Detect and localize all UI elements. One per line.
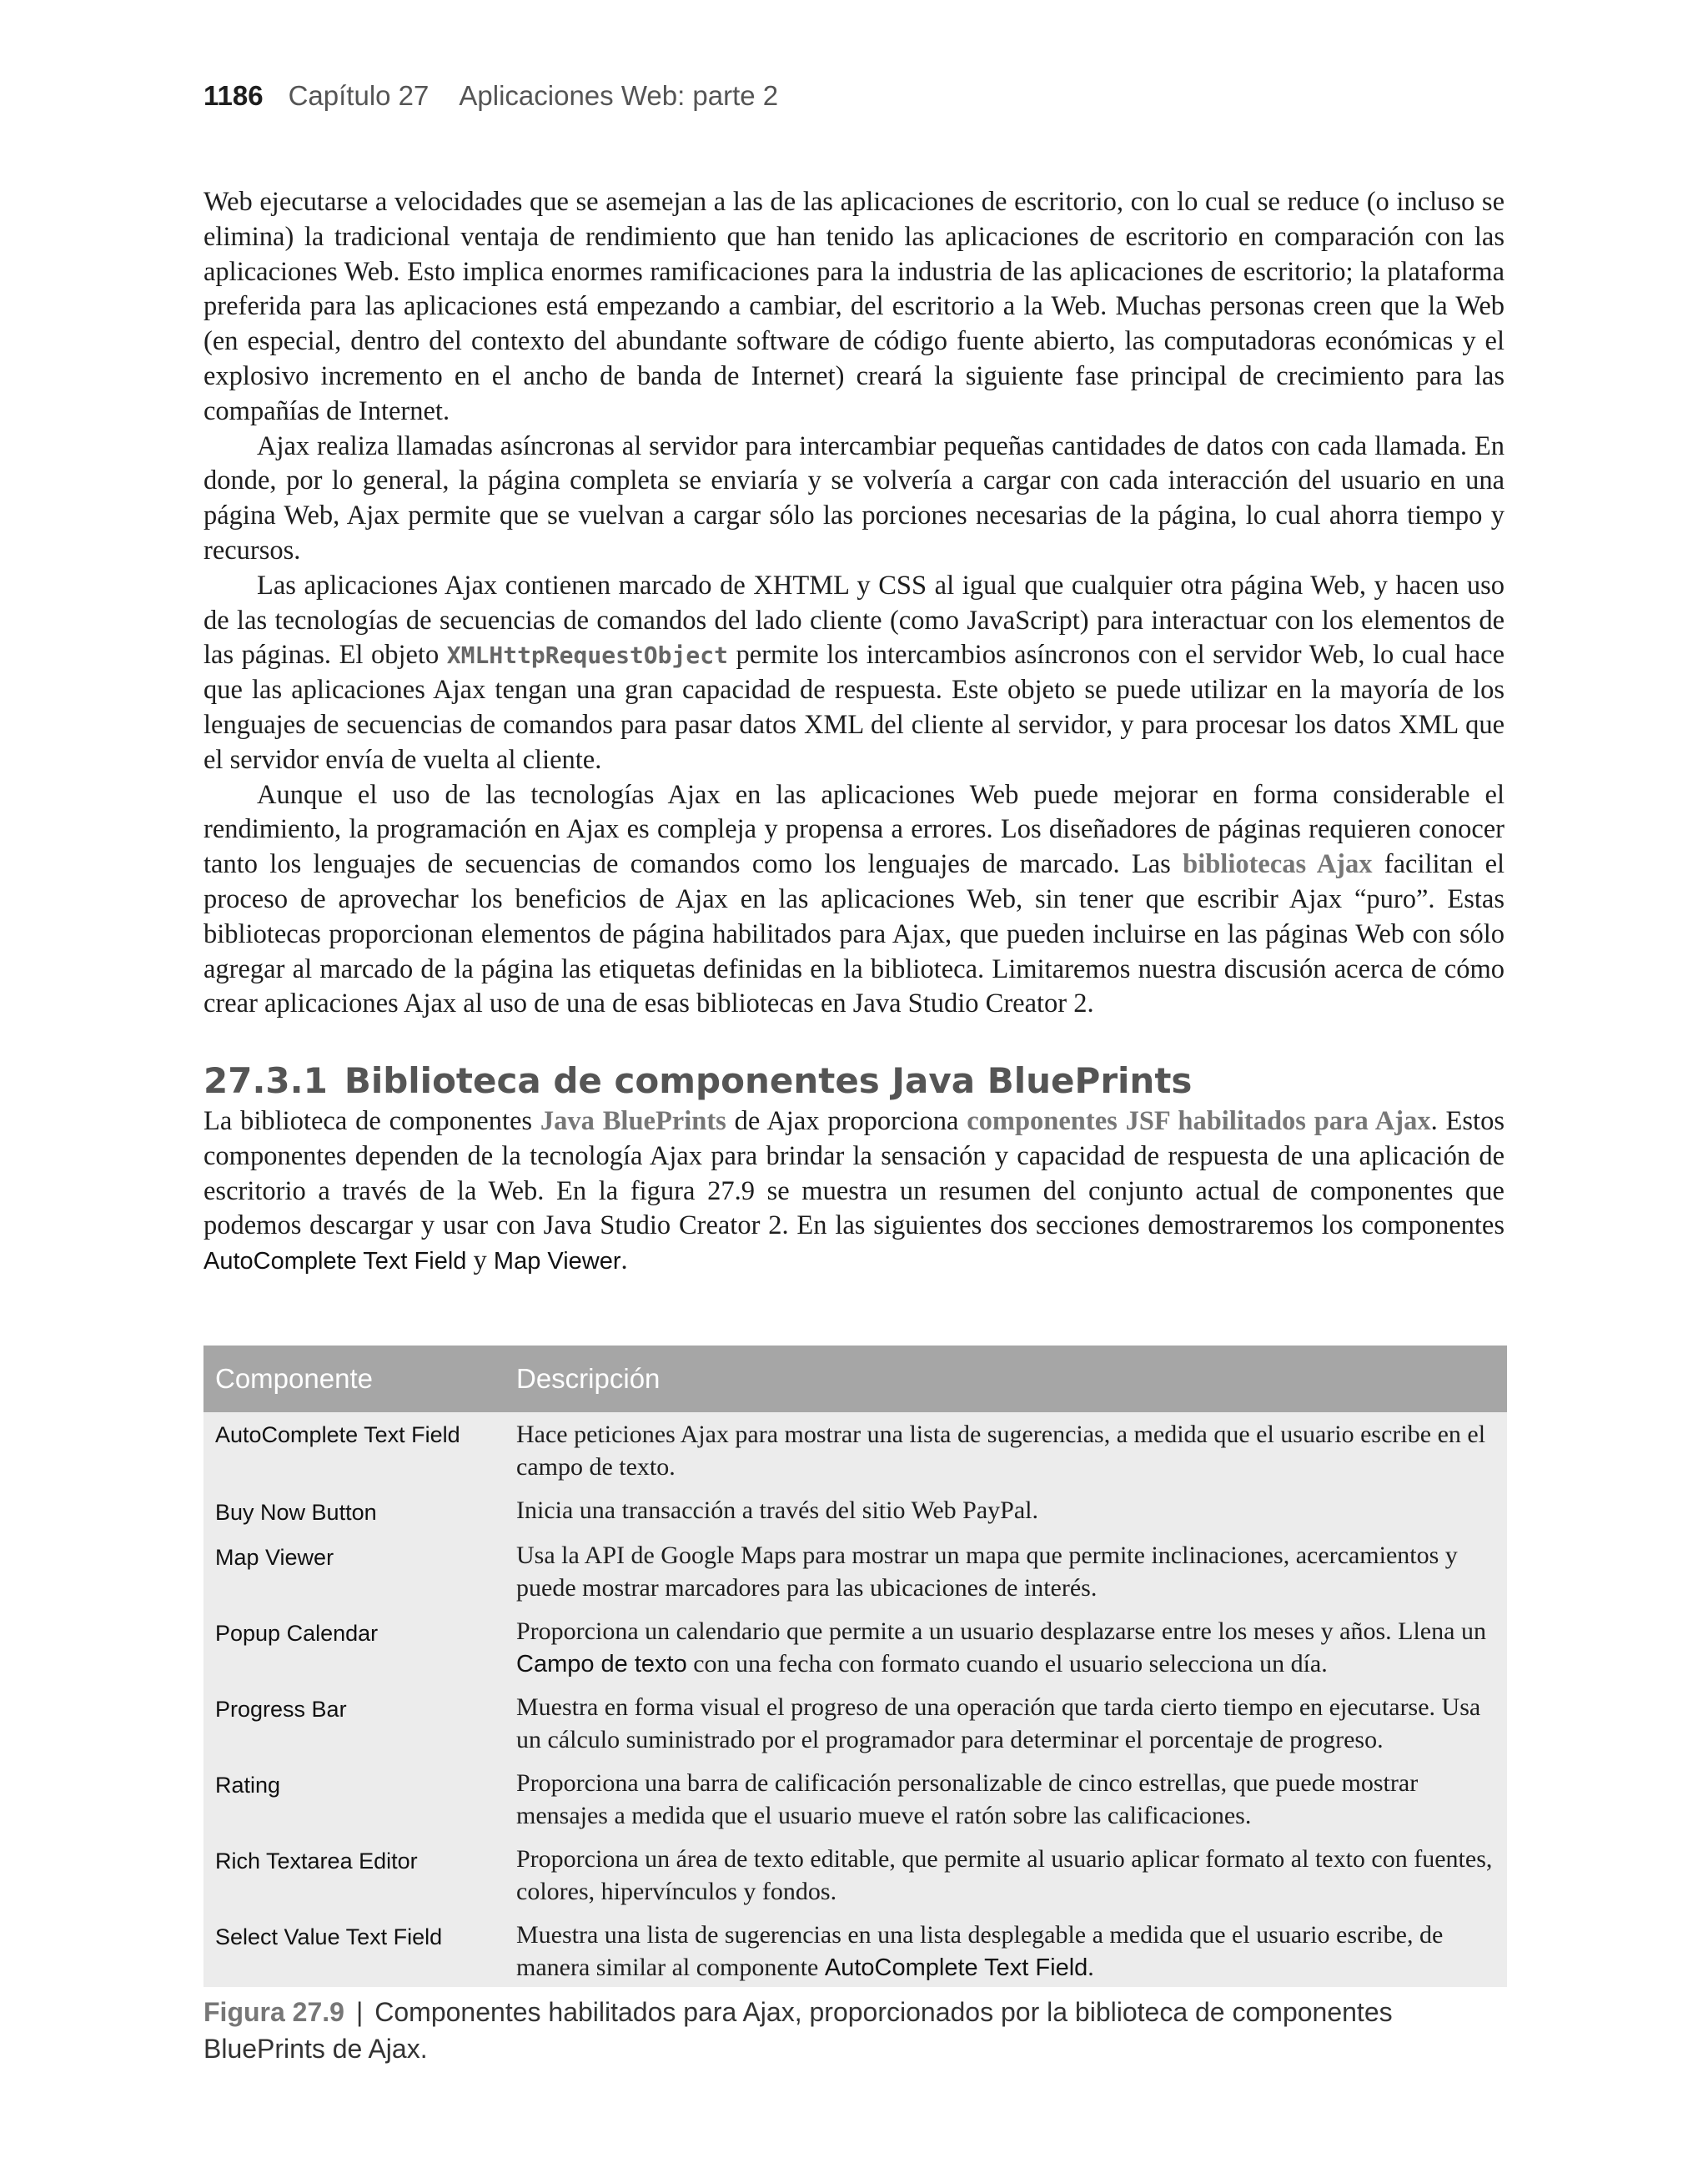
term-java-blueprints: Java BluePrints [540,1106,726,1136]
component-name: Rich Textarea Editor [215,1849,418,1874]
component-name: AutoComplete Text Field [215,1422,460,1447]
paragraph-4 [203,778,1505,1023]
description-text: Muestra en forma visual el progreso de una operación que tarda cierto tiempo en ejecutarse. Usa un cálculo suministrado por el programador para determinar el porcentaje de progreso. [516,1693,1481,1753]
paragraph-3 [203,569,1505,778]
component-description [506,1616,1507,1692]
paragraph-2: Ajax realiza llamadas asíncronas al servidor para intercambiar pequeñas cantidades de datos con cada llamada. En donde, por lo general, la página completa se enviaría y se volvería a cargar con cada interacción del usuario en una página Web, Ajax permite que se vuelvan a cargar sólo las porciones necesarias de la página, lo cual ahorra tiempo y recursos. [203,430,1505,566]
body-text [203,185,1505,1022]
component-name: Map Viewer [215,1545,334,1570]
components-table [203,1346,1507,1987]
table-row [203,1768,1507,1844]
component-name: Popup Calendar [215,1621,379,1646]
component-description [506,1540,1507,1616]
table-row [203,1692,1507,1768]
section-paragraph [203,1104,1505,1280]
paragraph-1: Web ejecutarse a velocidades que se asemejan a las de las aplicaciones de escritorio, con lo cual se reduce (o incluso se elimina) la tradicional ventaja de rendimiento que han tenido las aplicaciones de escritorio en comparación con las aplicaciones Web. Esto implica enormes ramificaciones para la industria de las aplicaciones de escritorio; la plataforma preferida para las aplicaciones está empezando a cambiar, del escritorio a la Web. Muchas personas creen que la Web (en especial, dentro del contexto del abundante software de código fuente abierto, las computadoras económicas y el explosivo incremento en el ancho de banda de Internet) creará la siguiente fase principal de crecimiento para las compañías de Internet. [203,187,1505,426]
description-text: Hace peticiones Ajax para mostrar una lista de sugerencias, a medida que el usuario escribe en el campo de texto. [516,1421,1486,1481]
section-text-c: . Estos componentes dependen de la tecnología Ajax para brindar la sensación y capacidad de respuesta de una aplicación de escritorio a través de la Web. En la figura 27.9 se muestra un resumen del conjunto actual de componentes que podemos descargar y usar con Java Studio Creator 2. En las siguientes dos secciones demostraremos los componentes [203,1106,1505,1241]
section-text-d: y [466,1245,494,1276]
section-number: 27.3.1 [203,1060,328,1101]
paragraph-3-text-a: Las aplicaciones Ajax contienen marcado de XHTML y CSS al igual que cualquier otra página Web, y hacen uso de las tecnologías de secuencias de comandos del lado cliente (como JavaScript) para interactuar con los elementos de las páginas. El objeto [203,570,1505,671]
description-ui-name: AutoComplete Text Field [824,1954,1088,1981]
section-text-b: de Ajax proporciona [726,1106,967,1136]
table-row [203,1616,1507,1692]
description-text: Proporciona un calendario que permite a un usuario desplazarse entre los meses y años. Llena un [516,1617,1486,1645]
figure-label: Figura 27.9 [203,1997,344,2027]
component-name: Progress Bar [215,1697,347,1722]
description-ui-name: Campo de texto [516,1650,687,1678]
caption-separator: | [355,1997,364,2027]
description-text: Usa la API de Google Maps para mostrar un mapa que permite inclinaciones, acercamientos y puede mostrar marcadores para las ubicaciones de interés. [516,1542,1458,1602]
table-header-row [203,1346,1507,1412]
component-description [506,1844,1507,1919]
caption-text: Componentes habilitados para Ajax, proporcionados por la biblioteca de componentes BluePrints de Ajax. [203,1997,1393,2064]
component-description [506,1412,1507,1495]
paragraph-4-text-b: facilitan el proceso de aprovechar los beneficios de Ajax en las aplicaciones Web, sin tener que escribir Ajax “puro”. Estas bibliotecas proporcionan elementos de página habilitados para Ajax, que pueden incluirse en las páginas Web con sólo agregar al marcado de la página las etiquetas definidas en la biblioteca. Limitaremos nuestra discusión acerca de cómo crear aplicaciones Ajax al uso de una de esas bibliotecas en Java Studio Creator 2. [203,849,1505,1019]
description-text-end: con una fecha con formato cuando el usuario selecciona un día. [686,1649,1328,1678]
component-description [506,1495,1507,1540]
component-description [506,1919,1507,1987]
term-bibliotecas-ajax: bibliotecas Ajax [1183,849,1373,880]
component-description [506,1768,1507,1844]
component-description [506,1692,1507,1768]
description-text: Muestra una lista de sugerencias en una lista desplegable a medida que el usuario escribe, de manera similar al componente [516,1921,1444,1981]
paragraph-3-text-b: permite los intercambios asíncronos con el servidor Web, lo cual hace que las aplicaciones Ajax tengan una gran capacidad de respuesta. Este objeto se puede utilizar en la mayoría de los lenguajes de secuencias de comandos para pasar datos XML del cliente al servidor, y para procesar los datos XML que el servidor envía de vuelta al cliente. [203,640,1505,775]
chapter-title: Aplicaciones Web: parte 2 [459,80,779,111]
table-row [203,1540,1507,1616]
description-text-end: . [1088,1953,1094,1981]
running-header [203,80,778,122]
section-body [203,1104,1505,1280]
section-text-a: La biblioteca de componentes [203,1106,540,1136]
table-row [203,1495,1507,1540]
component-name: Select Value Text Field [215,1924,443,1949]
table-body [203,1412,1507,1987]
ui-autocomplete-text-field: AutoComplete Text Field [203,1248,467,1275]
description-text: Proporciona una barra de calificación personalizable de cinco estrellas, que puede mostrar mensajes a medida que el usuario mueve el ratón sobre las calificaciones. [516,1769,1419,1829]
paragraph-4-text-a: Aunque el uso de las tecnologías Ajax en las aplicaciones Web puede mejorar en forma considerable el rendimiento, la programación en Ajax es compleja y propensa a errores. Los diseñadores de páginas requieren conocer tanto los lenguajes de secuencias de comandos como los lenguajes de marcado. Las [203,779,1505,880]
ui-map-viewer: Map Viewer [493,1248,621,1275]
component-name: Buy Now Button [215,1500,377,1525]
section-heading [203,1058,1192,1104]
section-title: Biblioteca de componentes Java BluePrints [344,1060,1193,1101]
description-text: Proporciona un área de texto editable, que permite al usuario aplicar formato al texto con fuentes, colores, hipervínculos y fondos. [516,1845,1493,1905]
table-row [203,1844,1507,1919]
figure-caption [203,1994,1507,2067]
term-componentes-jsf: componentes JSF habilitados para Ajax [967,1106,1431,1136]
description-text: Inicia una transacción a través del sitio Web PayPal. [516,1496,1039,1524]
component-name: Rating [215,1773,281,1798]
page-number: 1186 [203,80,264,111]
column-header-description: Descripción [516,1363,661,1394]
column-header-component: Componente [215,1363,373,1394]
table-row [203,1919,1507,1987]
table-row [203,1412,1507,1495]
code-xmlhttprequestobject: XMLHttpRequestObject [446,641,728,670]
section-text-e: . [620,1245,628,1276]
chapter-label: Capítulo 27 [288,80,430,111]
